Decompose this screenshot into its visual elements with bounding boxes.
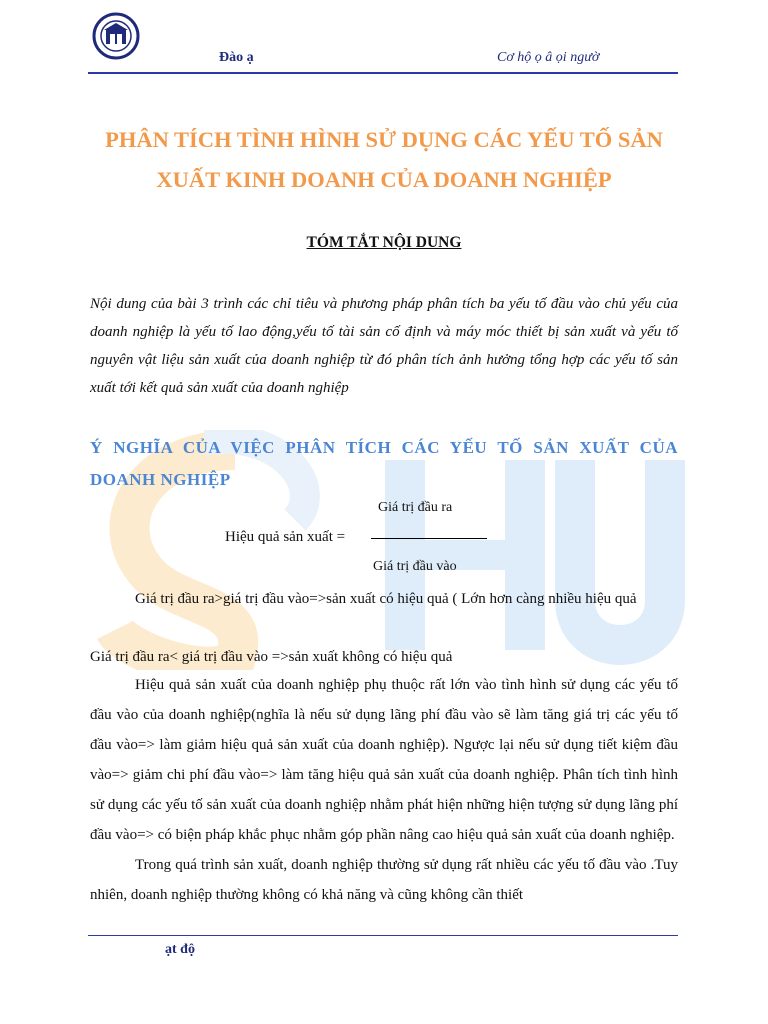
fraction-line (371, 538, 487, 539)
formula-numerator: Giá trị đầu ra (378, 500, 453, 515)
section-heading: Ý NGHĨA CỦA VIỆC PHÂN TÍCH CÁC YẾU TỐ SẢN XUẤT CỦA DOANH NGHIỆP (90, 438, 678, 489)
summary-heading: TÓM TẮT NỘI DUNG (306, 234, 462, 251)
footer-divider (88, 935, 678, 936)
university-logo (92, 12, 140, 60)
paragraph-2 (90, 850, 678, 910)
header-left-text: Đào ạ (219, 50, 254, 65)
formula-lhs: Hiệu quả sản xuất = (225, 529, 346, 545)
paragraph-2-text: Trong quá trình sản xuất, doanh nghiệp thường sử dụng rất nhiều các yếu tố đầu vào .Tuy nhiên, doanh nghiệp thường không có khả năng và cũng không cần thiết (90, 857, 678, 903)
footer-text: ạt độ (165, 942, 195, 957)
paragraph-1 (90, 670, 678, 850)
condition-line-2: Giá trị đầu ra< giá trị đầu vào =>sản xuất không có hiệu quả (90, 649, 453, 665)
document-title: PHÂN TÍCH TÌNH HÌNH SỬ DỤNG CÁC YẾU TỐ SẢN XUẤT KINH DOANH CỦA DOANH NGHIỆP (105, 127, 663, 192)
body-text (90, 670, 678, 910)
condition-line-1: Giá trị đầu ra>giá trị đầu vào=>sản xuất có hiệu quả ( Lớn hơn càng nhiều hiệu quả (135, 591, 637, 607)
header-divider (88, 72, 678, 74)
paragraph-1-text: Hiệu quả sản xuất của doanh nghiệp phụ thuộc rất lớn vào tình hình sử dụng các yếu tố đầu vào của doanh nghiệp(nghĩa là nếu sử dụng lãng phí đầu vào sẽ làm tăng giá trị các yếu tố đầu vào=> làm giảm hiệu quả sản xuất của doanh nghiệp). Ngược lại nếu sử dụng tiết kiệm đầu vào=> giảm chi phí đầu vào=> làm tăng hiệu quả sản xuất của doanh nghiệp. Phân tích tình hình sử dụng các yếu tố sản xuất của doanh nghiệp nhằm phát hiện những hiện tượng sử dụng lãng phí đầu vào=> có biện pháp khắc phục nhằm góp phần nâng cao hiệu quả sản xuất của doanh nghiệp. (90, 677, 678, 843)
intro-paragraph: Nội dung của bài 3 trình các chỉ tiêu và phương pháp phân tích ba yếu tố đầu vào chủ yếu của doanh nghiệp là yếu tố lao động,yếu tố tài sản cố định và máy móc thiết bị sản xuất và yếu tố nguyên vật liệu sản xuất của doanh nghiệp từ đó phân tích ảnh hưởng tổng hợp các yếu tố sản xuất tới kết quả sản xuất của doanh nghiệp (90, 296, 678, 396)
formula-denominator: Giá trị đầu vào (373, 559, 457, 574)
header-right-text: Cơ hộ ọ â ọi ngườ (497, 50, 600, 65)
